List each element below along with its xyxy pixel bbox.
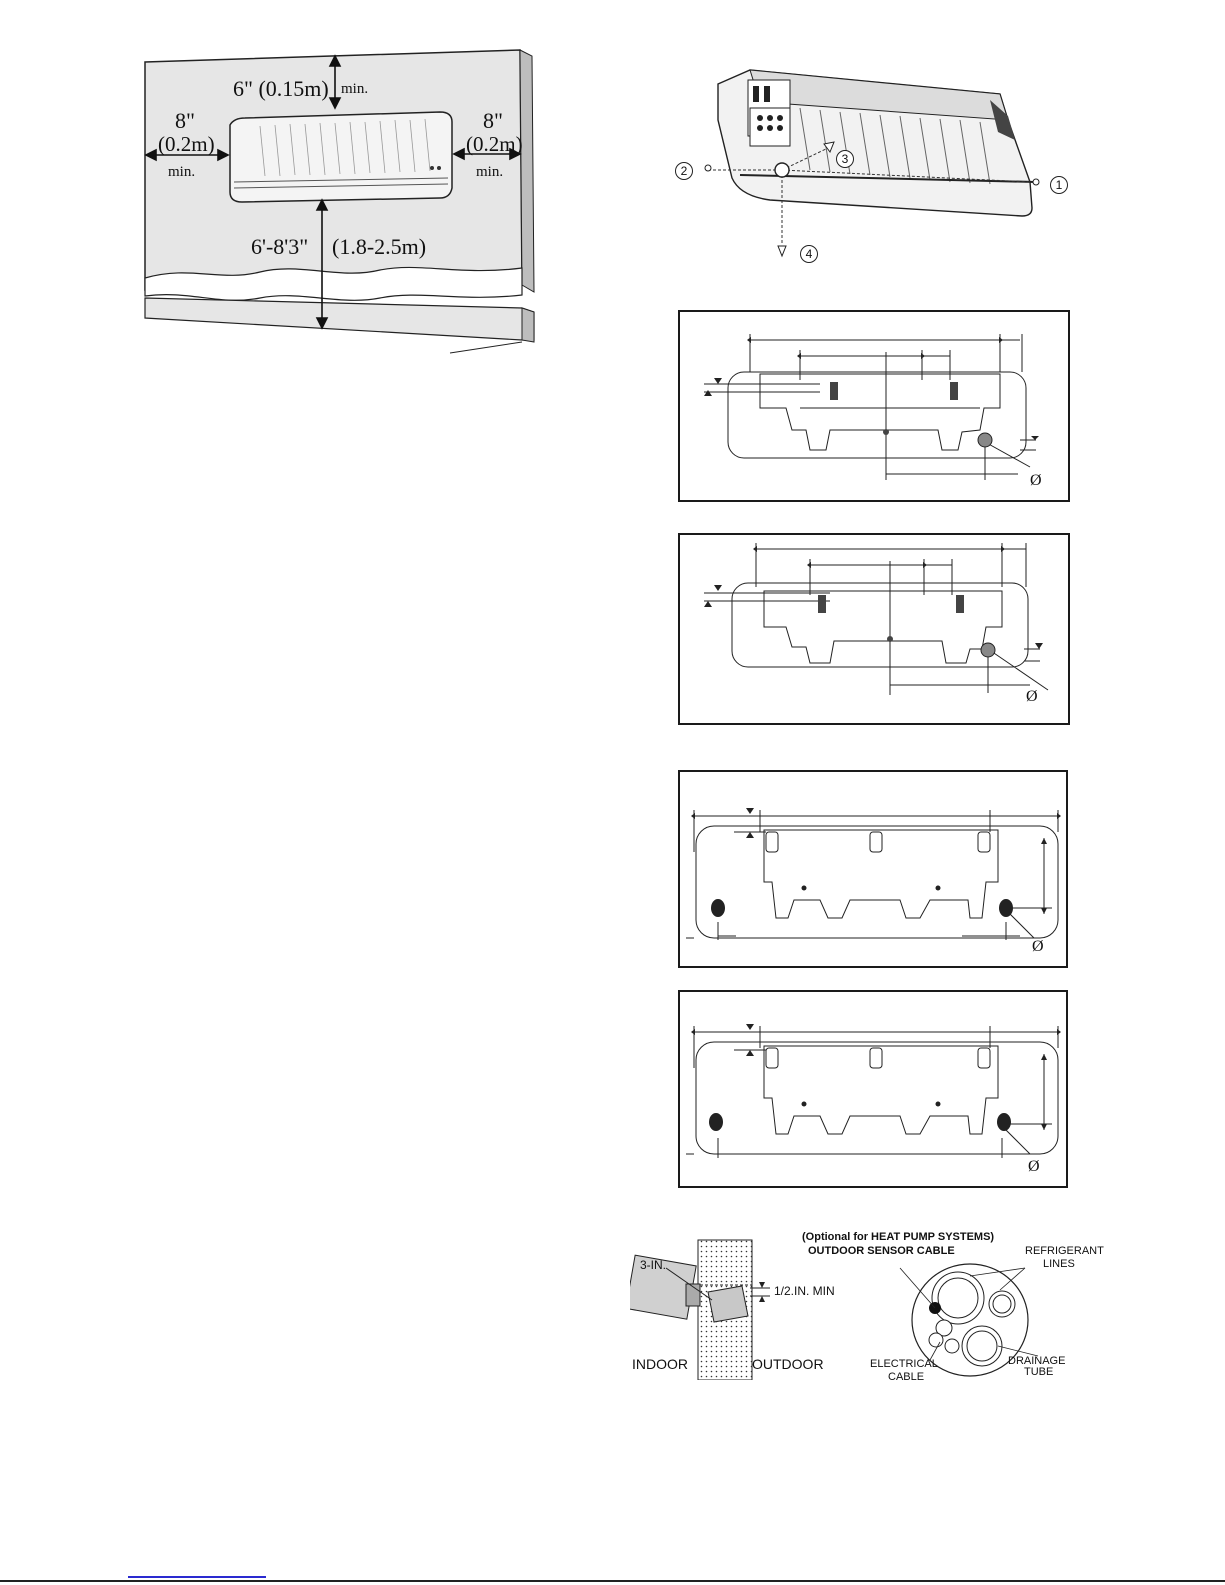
hole-diameter-symbol: Ø — [1026, 688, 1038, 705]
hole-diameter-symbol: Ø — [1030, 472, 1042, 489]
right-clearance-meters: (0.2m) — [466, 132, 523, 156]
piping-direction-figure — [680, 60, 1090, 275]
indoor-unit-icon — [230, 112, 452, 202]
height-range-label: 6'-8'3" — [251, 234, 309, 259]
hole-size-label: 3-IN. — [640, 1258, 667, 1272]
mounting-plate-panel-4 — [678, 990, 1068, 1188]
right-clearance-inches: 8" — [483, 108, 503, 133]
footer-rule — [0, 1580, 1225, 1582]
hole-diameter-symbol: Ø — [1028, 1158, 1040, 1175]
drainage-tube-label: TUBE — [1024, 1366, 1054, 1378]
height-range-meters: (1.8-2.5m) — [332, 234, 427, 259]
electrical-cable-label: CABLE — [888, 1371, 925, 1383]
hole-diameter-symbol: Ø — [1032, 938, 1044, 955]
callout-3: 3 — [836, 150, 854, 168]
mounting-plate-panel-2 — [678, 533, 1070, 725]
clearance-illustration — [130, 40, 550, 370]
mounting-plate-panel-3 — [678, 770, 1068, 968]
left-clearance-meters: (0.2m) — [158, 132, 215, 156]
optional-note: (Optional for HEAT PUMP SYSTEMS) — [802, 1231, 995, 1243]
left-clearance-inches: 8" — [175, 108, 195, 133]
mounting-plate-diagram-1 — [680, 312, 1068, 500]
electrical-label: ELECTRICAL — [870, 1358, 938, 1370]
right-min-label: min. — [476, 164, 504, 180]
mounting-plate-diagram-4 — [680, 992, 1066, 1186]
left-min-label: min. — [168, 164, 196, 180]
top-min-label: min. — [341, 81, 369, 97]
mounting-plate-diagram-3 — [680, 772, 1066, 966]
footer-link-underline[interactable] — [128, 1576, 266, 1578]
mounting-plate-diagram-2 — [680, 535, 1068, 723]
drainage-label: DRAINAGE — [1008, 1355, 1066, 1367]
clearance-figure — [130, 40, 550, 370]
outdoor-label: OUTDOOR — [752, 1356, 824, 1372]
refrigerant-lines-label: LINES — [1043, 1258, 1075, 1270]
top-clearance-label: 6" (0.15m) — [233, 76, 329, 101]
callout-2: 2 — [675, 162, 693, 180]
piping-illustration — [690, 60, 1090, 275]
outdoor-sensor-cable-label: OUTDOOR SENSOR CABLE — [808, 1245, 955, 1257]
callout-4: 4 — [800, 245, 818, 263]
mounting-plate-panel-1 — [678, 310, 1070, 502]
refrigerant-label: REFRIGERANT — [1025, 1245, 1104, 1257]
callout-1: 1 — [1050, 176, 1068, 194]
indoor-label: INDOOR — [632, 1356, 688, 1372]
slope-label: 1/2.IN. MIN — [774, 1284, 835, 1298]
